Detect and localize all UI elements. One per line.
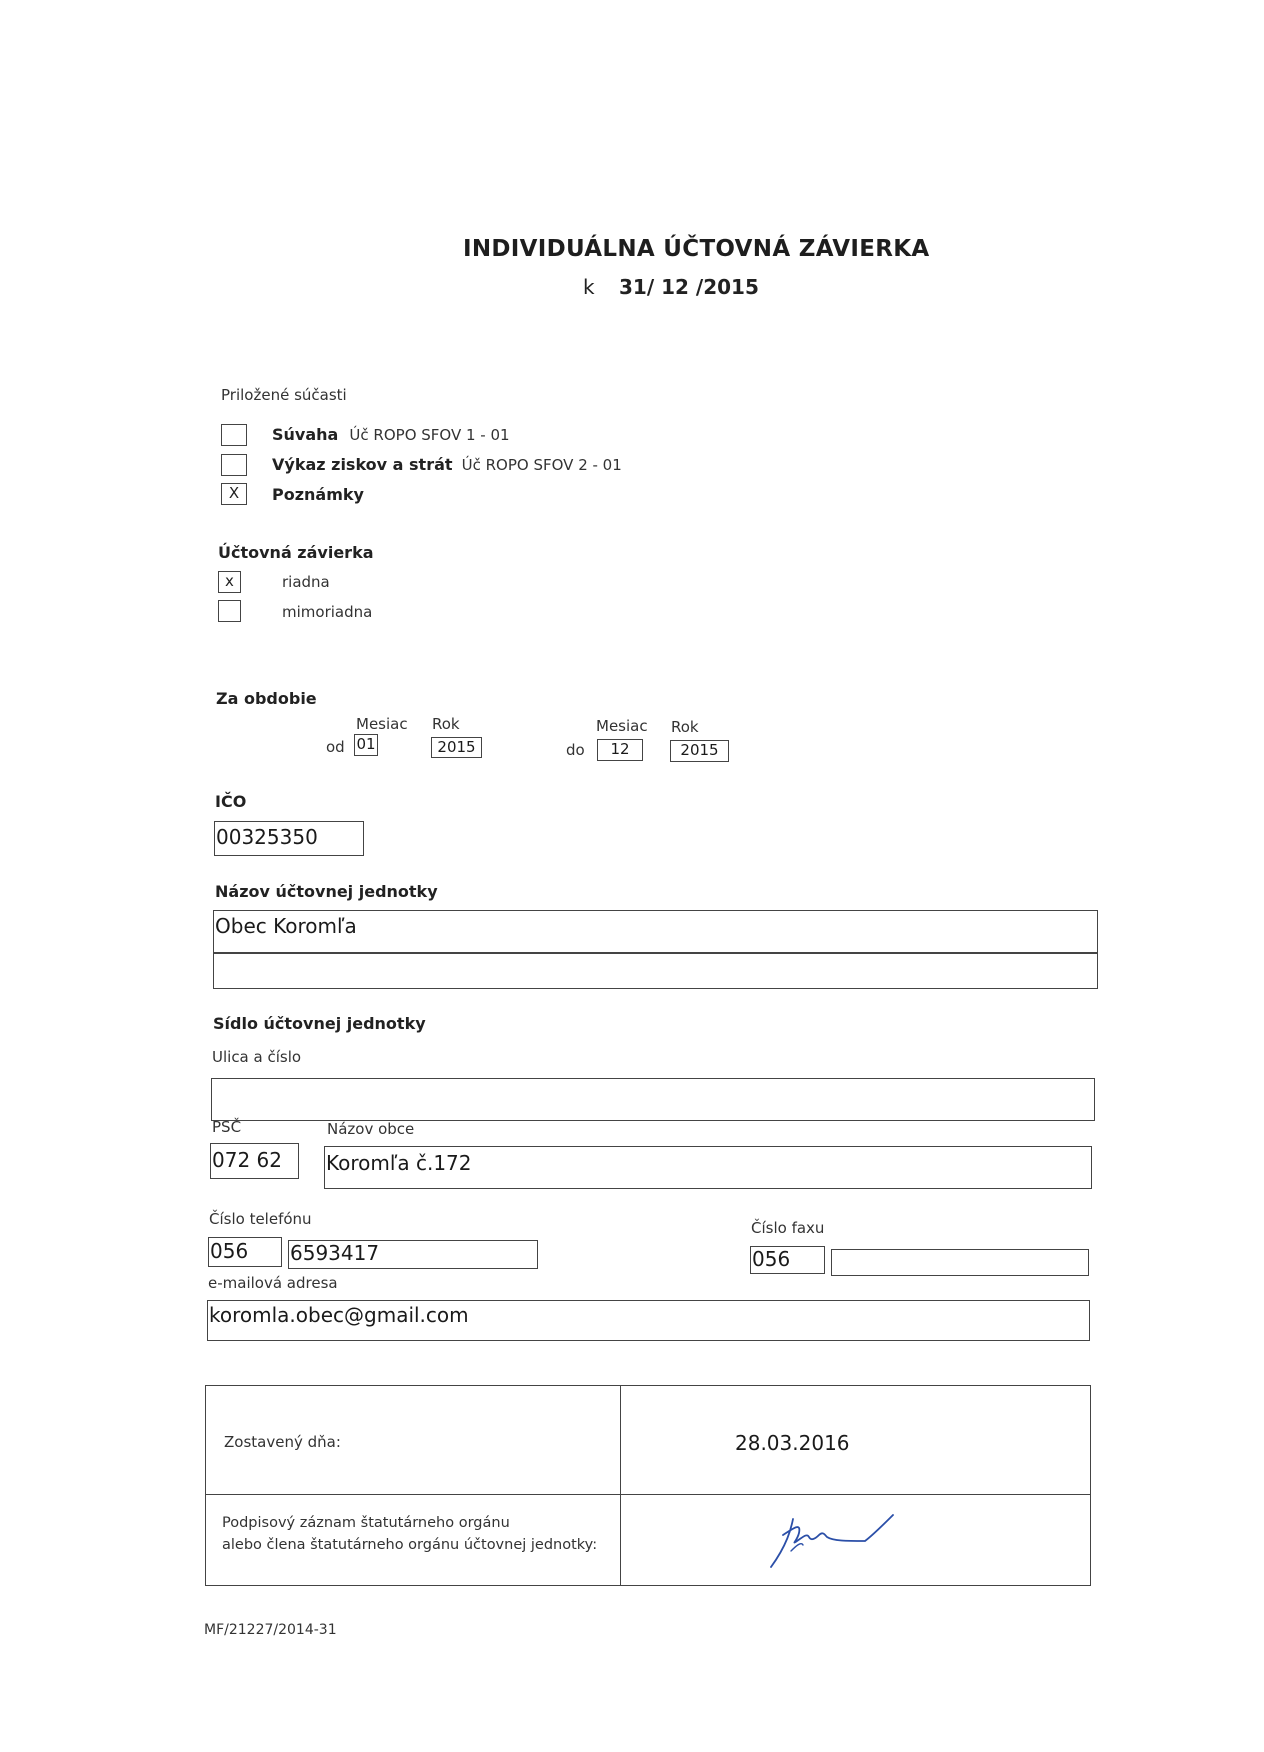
signature-label-line1: Podpisový záznam štatutárneho orgánu [222,1515,510,1531]
period-heading: Za obdobie [216,689,317,708]
suvaha-checkbox[interactable] [221,424,247,446]
vykaz-checkbox[interactable] [221,454,247,476]
compiled-label: Zostavený dňa: [224,1433,341,1451]
entity-name-field-1[interactable]: Obec Koromľa [213,910,1098,954]
table-divider-horizontal [206,1494,1090,1495]
signature-table [205,1385,1091,1586]
attachment-name-poznamky: Poznámky [272,485,364,504]
attachment-name: Výkaz ziskov a strát [272,455,453,474]
signature-drawing [761,1511,921,1581]
ico-label: IČO [215,792,247,811]
mimoriadna-label: mimoriadna [282,603,373,621]
city-label: Názov obce [327,1120,415,1138]
attachment-item-suvaha [272,425,510,444]
poznamky-checkbox[interactable]: X [221,483,247,505]
ico-field[interactable]: 00325350 [214,821,364,856]
footer-code: MF/21227/2014-31 [204,1622,337,1638]
to-month-label: Mesiac [596,717,648,735]
phone-label: Číslo telefónu [209,1210,312,1228]
street-label: Ulica a číslo [212,1048,302,1066]
table-divider-vertical [620,1386,621,1585]
email-label: e-mailová adresa [208,1274,338,1292]
phone-number-field[interactable]: 6593417 [288,1240,538,1269]
report-date: 31/ 12 /2015 [619,275,759,299]
seat-heading: Sídlo účtovnej jednotky [213,1014,426,1033]
signature-label-line2: alebo člena štatutárneho orgánu účtovnej jednotky: [222,1537,598,1553]
city-field[interactable]: Koromľa č.172 [324,1146,1092,1189]
to-year-field[interactable]: 2015 [670,740,729,762]
compiled-date: 28.03.2016 [735,1431,850,1455]
from-month-field[interactable]: 01 [354,734,378,756]
from-label: od [326,738,345,756]
psc-field[interactable]: 072 62 [210,1143,299,1179]
closing-type-heading: Účtovná závierka [218,543,374,562]
street-field[interactable] [211,1078,1095,1121]
date-prefix: k [583,275,595,299]
from-month-label: Mesiac [356,715,408,733]
fax-prefix-field[interactable]: 056 [750,1246,825,1274]
to-label: do [566,741,585,759]
riadna-label: riadna [282,573,330,591]
from-year-label: Rok [432,715,460,733]
attachment-item-vykaz [272,455,622,474]
riadna-checkbox[interactable]: x [218,571,241,593]
phone-prefix-field[interactable]: 056 [208,1237,282,1267]
document-title: INDIVIDUÁLNA ÚČTOVNÁ ZÁVIERKA [463,236,930,262]
attachment-name: Súvaha [272,425,339,444]
email-field[interactable]: koromla.obec@gmail.com [207,1300,1090,1341]
to-year-label: Rok [671,718,699,736]
attachments-heading: Priložené súčasti [221,386,347,404]
to-month-field[interactable]: 12 [597,739,643,761]
attachment-code: Úč ROPO SFOV 2 - 01 [461,456,622,474]
fax-number-field[interactable] [831,1249,1089,1276]
from-year-field[interactable]: 2015 [431,737,482,758]
entity-name-label: Názov účtovnej jednotky [215,882,438,901]
attachment-code: Úč ROPO SFOV 1 - 01 [349,426,510,444]
fax-label: Číslo faxu [751,1219,825,1237]
psc-label: PSČ [212,1118,242,1136]
mimoriadna-checkbox[interactable] [218,600,241,622]
entity-name-field-2[interactable] [213,952,1098,989]
